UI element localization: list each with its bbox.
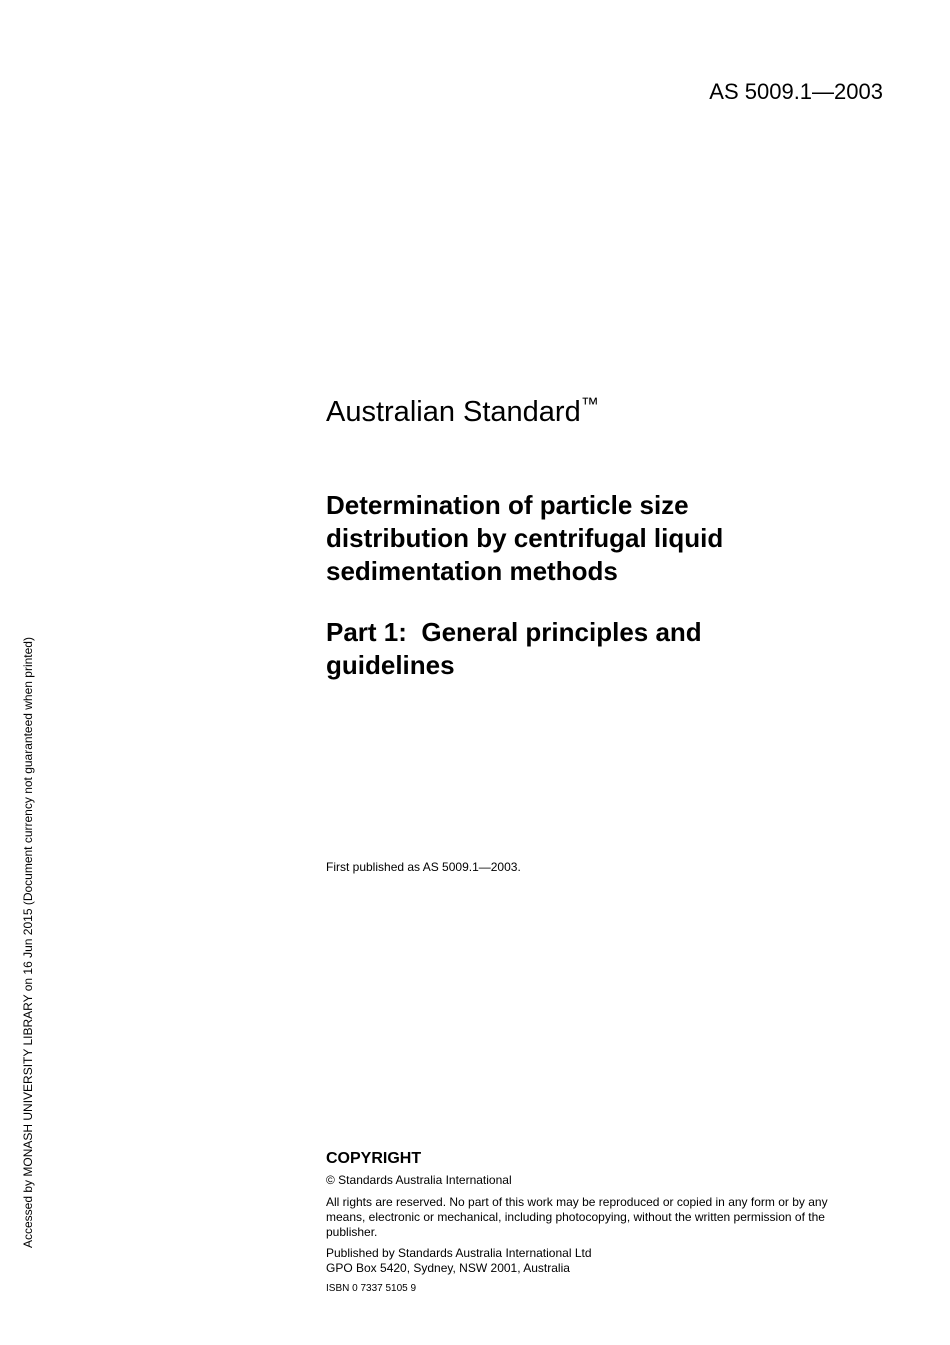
part-title bbox=[326, 616, 886, 682]
copyright-block bbox=[326, 1149, 886, 1295]
trademark-symbol: ™ bbox=[580, 394, 599, 414]
rights-line: All rights are reserved. No part of this work may be reproduced or copied in any form or by any bbox=[326, 1195, 828, 1209]
standard-series bbox=[326, 386, 599, 430]
part-title-line: guidelines bbox=[326, 650, 455, 680]
rights-line: means, electronic or mechanical, including photocopying, without the written permission of the bbox=[326, 1210, 825, 1224]
publisher-line: Published by Standards Australia International Ltd bbox=[326, 1246, 592, 1260]
part-title-line: Part 1: General principles and bbox=[326, 617, 702, 647]
publisher-info bbox=[326, 1246, 886, 1276]
copyright-holder: © Standards Australia International bbox=[326, 1173, 512, 1187]
document-title bbox=[326, 489, 886, 588]
document-number: AS 5009.1—2003 bbox=[709, 79, 883, 104]
access-watermark: Accessed by MONASH UNIVERSITY LIBRARY on 16 Jun 2015 (Document currency not guaranteed when printed) bbox=[21, 637, 35, 1248]
publisher-address: GPO Box 5420, Sydney, NSW 2001, Australia bbox=[326, 1261, 570, 1275]
rights-line: publisher. bbox=[326, 1225, 378, 1239]
copyright-heading: COPYRIGHT bbox=[326, 1150, 422, 1167]
title-line: sedimentation methods bbox=[326, 556, 618, 586]
isbn: ISBN 0 7337 5105 9 bbox=[326, 1283, 417, 1294]
series-name: Australian Standard bbox=[326, 396, 581, 428]
title-line: Determination of particle size bbox=[326, 490, 689, 520]
rights-statement bbox=[326, 1195, 878, 1240]
first-published-note: First published as AS 5009.1—2003. bbox=[326, 860, 521, 874]
title-line: distribution by centrifugal liquid bbox=[326, 523, 724, 553]
